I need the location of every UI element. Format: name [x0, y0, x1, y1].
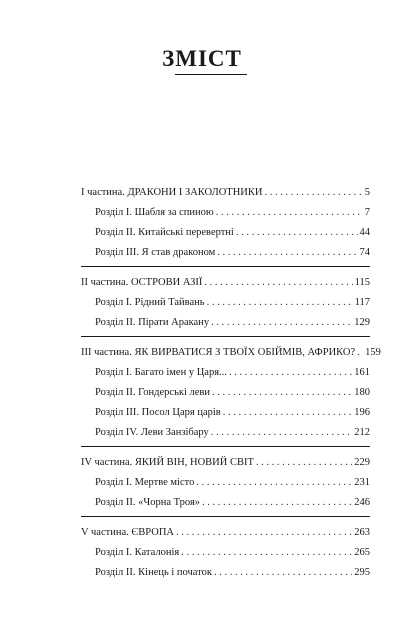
- dot-leader: [176, 523, 352, 543]
- toc-page-number: 7: [364, 207, 370, 218]
- dot-leader: [236, 223, 358, 243]
- toc-section-title: Розділ II. Гондерські леви: [95, 387, 210, 398]
- toc-section-entry: [81, 313, 370, 333]
- toc-section-title: Розділ I. Рідний Тайвань: [95, 297, 205, 308]
- table-of-contents: [81, 183, 381, 592]
- toc-section-entry: [81, 363, 370, 383]
- toc-page-number: 5: [364, 187, 370, 198]
- toc-page-number: 265: [354, 547, 370, 558]
- toc-part-title: IV частина. ЯКИЙ ВІН, НОВИЙ СВІТ: [81, 457, 254, 468]
- dot-leader: [217, 243, 357, 263]
- toc-page-number: 263: [354, 527, 370, 538]
- dot-leader: [211, 313, 352, 333]
- dot-leader: [264, 183, 362, 203]
- dot-leader: [223, 403, 353, 423]
- toc-section-entry: [81, 473, 370, 493]
- toc-section-title: Розділ II. «Чорна Троя»: [95, 497, 201, 508]
- toc-section-entry: [81, 403, 370, 423]
- toc-part-entry: [81, 273, 370, 293]
- toc-section-title: Розділ II. Кінець і початок: [95, 567, 212, 578]
- toc-part: [81, 453, 370, 517]
- toc-page-number: 115: [354, 277, 370, 288]
- toc-part-entry: [81, 183, 370, 203]
- toc-page-number: 74: [359, 247, 370, 258]
- toc-section-entry: [81, 203, 370, 223]
- toc-part: [81, 523, 370, 586]
- toc-page-number: 196: [354, 407, 370, 418]
- toc-page-number: 229: [354, 457, 370, 468]
- toc-page-number: 161: [354, 367, 370, 378]
- toc-section-title: Розділ I. Каталонія: [95, 547, 180, 558]
- toc-part-title: I частина. ДРАКОНИ І ЗАКОЛОТНИКИ: [81, 187, 263, 198]
- toc-page-number: 212: [354, 427, 370, 438]
- toc-section-title: Розділ III. Я став драконом: [95, 247, 216, 258]
- toc-page-number: 117: [354, 297, 370, 308]
- toc-part-entry: [81, 453, 370, 473]
- toc-section-title: Розділ I. Шабля за спиною: [95, 207, 214, 218]
- dot-leader: [211, 423, 352, 443]
- toc-part-entry: [81, 343, 381, 363]
- dot-leader: [212, 383, 352, 403]
- toc-section-title: Розділ I. Мертве місто: [95, 477, 195, 488]
- toc-section-entry: [81, 243, 370, 263]
- toc-part: [81, 183, 370, 267]
- toc-page-number: 231: [354, 477, 370, 488]
- toc-page-number: 44: [359, 227, 370, 238]
- toc-part-title: V частина. ЄВРОПА: [81, 527, 175, 538]
- title-underline: [175, 74, 247, 75]
- dot-leader: [204, 273, 352, 293]
- toc-section-title: Розділ I. Багато імен у Царя...: [95, 367, 227, 378]
- dot-leader: [196, 473, 352, 493]
- dot-leader: [229, 363, 352, 383]
- toc-part-title: II частина. ОСТРОВИ АЗІЇ: [81, 277, 203, 288]
- toc-section-entry: [81, 563, 370, 583]
- toc-section-entry: [81, 423, 370, 443]
- toc-section-title: Розділ IV. Леви Занзібару: [95, 427, 209, 438]
- dot-leader: [357, 343, 363, 363]
- toc-section-title: Розділ III. Посол Царя царів: [95, 407, 221, 418]
- toc-page-number: 159: [365, 347, 381, 358]
- dot-leader: [202, 493, 352, 513]
- toc-section-entry: [81, 293, 370, 313]
- dot-leader: [207, 293, 353, 313]
- dot-leader: [256, 453, 352, 473]
- toc-section-entry: [81, 543, 370, 563]
- toc-part: [81, 273, 370, 337]
- toc-page-number: 246: [354, 497, 370, 508]
- toc-section-title: Розділ II. Китайські перевертні: [95, 227, 234, 238]
- toc-part: [81, 343, 381, 447]
- toc-section-title: Розділ II. Пірати Аракану: [95, 317, 210, 328]
- toc-page-number: 295: [354, 567, 370, 578]
- toc-section-entry: [81, 383, 370, 403]
- toc-section-entry: [81, 223, 370, 243]
- page-title: ЗМІСТ: [162, 46, 242, 71]
- toc-page-number: 180: [354, 387, 370, 398]
- dot-leader: [181, 543, 352, 563]
- toc-page-number: 129: [354, 317, 370, 328]
- toc-part-title: III частина. ЯК ВИРВАТИСЯ З ТВОЇХ ОБІЙМІВ, АФРИКО?: [81, 347, 356, 358]
- dot-leader: [214, 563, 352, 583]
- dot-leader: [216, 203, 363, 223]
- toc-section-entry: [81, 493, 370, 513]
- toc-part-entry: [81, 523, 370, 543]
